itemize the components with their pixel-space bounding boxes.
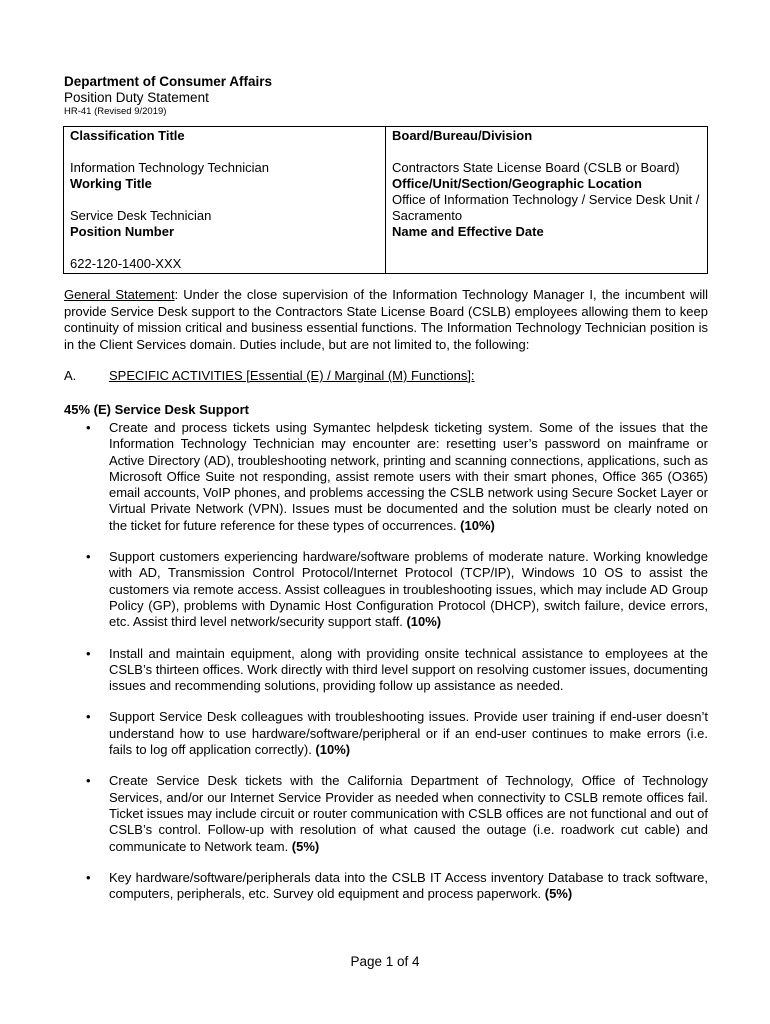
section-a-heading bbox=[64, 368, 475, 384]
position-number-cell bbox=[64, 224, 386, 274]
department-name: Department of Consumer Affairs bbox=[64, 74, 273, 89]
duty-text: Support Service Desk colleagues with troubleshooting issues. Provide user training if end-user doesn’t understand how to use hardware/software/peripheral or if an end-user continues to make errors (i.e. fails to log off application correctly). bbox=[109, 709, 708, 758]
duty-percentage: (10%) bbox=[406, 614, 442, 630]
subsection-heading: 45% (E) Service Desk Support bbox=[64, 402, 249, 417]
page-number: Page 1 of 4 bbox=[350, 954, 420, 969]
list-item bbox=[64, 646, 708, 695]
general-statement-label: General Statement bbox=[64, 287, 175, 302]
duty-percentage: (5%) bbox=[291, 838, 320, 854]
board-cell bbox=[386, 127, 708, 177]
duty-text: Key hardware/software/peripherals data into the CSLB IT Access inventory Database to track software, computers, peripherals, etc. Survey old equipment and process paperwork. bbox=[109, 869, 708, 902]
position-number-value: 622-120-1400-XXX bbox=[70, 256, 182, 271]
office-cell bbox=[386, 176, 708, 224]
bullet-icon: • bbox=[86, 645, 91, 661]
general-statement bbox=[64, 287, 708, 353]
list-item bbox=[64, 420, 708, 534]
position-info-table bbox=[63, 126, 708, 274]
document-header bbox=[64, 74, 272, 118]
duties-list bbox=[64, 420, 708, 902]
name-date-cell bbox=[386, 224, 708, 274]
duty-percentage: (5%) bbox=[544, 886, 573, 902]
section-letter: A. bbox=[64, 368, 77, 383]
working-title-cell bbox=[64, 176, 386, 224]
form-id: HR-41 (Revised 9/2019) bbox=[64, 106, 167, 117]
classification-cell bbox=[64, 127, 386, 177]
classification-value: Information Technology Technician bbox=[70, 160, 269, 175]
duty-percentage: (10%) bbox=[460, 517, 495, 533]
list-item bbox=[64, 773, 708, 854]
bullet-icon: • bbox=[86, 549, 91, 565]
working-title-value: Service Desk Technician bbox=[70, 208, 212, 223]
duty-text: Support customers experiencing hardware/software problems of moderate nature. Working knowledge with AD, Transmission Control Protocol/Internet Protocol (TCP/IP), Windows 10 OS to assist the customers via remote access. Assist colleagues in troubleshooting issues, which may include AD Group Policy (GP), problems with Dynamic Host Configuration Protocol (DHCP), switch failure, device errors, etc. Assist third level network/security support staff. bbox=[109, 549, 708, 630]
duty-text: Create and process tickets using Symantec helpdesk ticketing system. Some of the issues that the Information Technology Technician may encounter are: resetting user’s password on mainframe or Active Directory (AD), troubleshooting network, printing and scanning connections, applications, such as Microsoft Office Suite not responding, assist remote users with their smart phones, Office 365 (O365) email accounts, VoIP phones, and problems accessing the CSLB network using Secure Socket Layer or Virtual Private Network (VPN). Issues must be documented and the solution must be clearly noted on the ticket for future reference for these types of occurrences. bbox=[109, 420, 708, 533]
bullet-icon: • bbox=[86, 773, 91, 789]
name-date-label: Name and Effective Date bbox=[392, 224, 544, 239]
duty-text: Create Service Desk tickets with the California Department of Technology, Office of Technology Services, and/or our Internet Service Provider as needed when connectivity to CSLB remote offices fail. Ticket issues may include circuit or router communication with CSLB offices are not functional and out of CSLB’s control. Follow-up with resolution of what caused the outage (i.e. roadwork cut cable) and communicate to Network team. bbox=[109, 773, 709, 854]
document-title: Position Duty Statement bbox=[64, 90, 209, 105]
office-label: Office/Unit/Section/Geographic Location bbox=[392, 176, 642, 191]
section-title: SPECIFIC ACTIVITIES [Essential (E) / Marginal (M) Functions]: bbox=[109, 368, 475, 383]
office-value: Office of Information Technology / Service Desk Unit / Sacramento bbox=[392, 192, 700, 223]
bullet-icon: • bbox=[86, 709, 91, 725]
working-title-label: Working Title bbox=[70, 176, 152, 191]
list-item bbox=[64, 870, 708, 903]
list-item bbox=[64, 549, 708, 630]
duty-percentage: (10%) bbox=[315, 742, 351, 758]
board-label: Board/Bureau/Division bbox=[392, 128, 533, 143]
bullet-icon: • bbox=[86, 869, 91, 885]
board-value: Contractors State License Board (CSLB or Board) bbox=[392, 160, 680, 175]
list-item bbox=[64, 709, 708, 758]
position-number-label: Position Number bbox=[70, 224, 175, 239]
general-statement-text: : Under the close supervision of the Information Technology Manager I, the incumbent will provide Service Desk support to the Contractors State License Board (CSLB) employees allowing them to keep continuity of mission critical and business essential functions. The Information Technology Technician position is in the Client Services domain. Duties include, but are not limited to, the following: bbox=[64, 287, 708, 352]
classification-label: Classification Title bbox=[70, 128, 185, 143]
bullet-icon: • bbox=[86, 420, 91, 435]
duty-text: Install and maintain equipment, along with providing onsite technical assistance to employees at the CSLB’s thirteen offices. Work directly with third level support on resolving customer issues, documenting issues and recommending solutions, providing follow up assistance as needed. bbox=[109, 645, 708, 694]
